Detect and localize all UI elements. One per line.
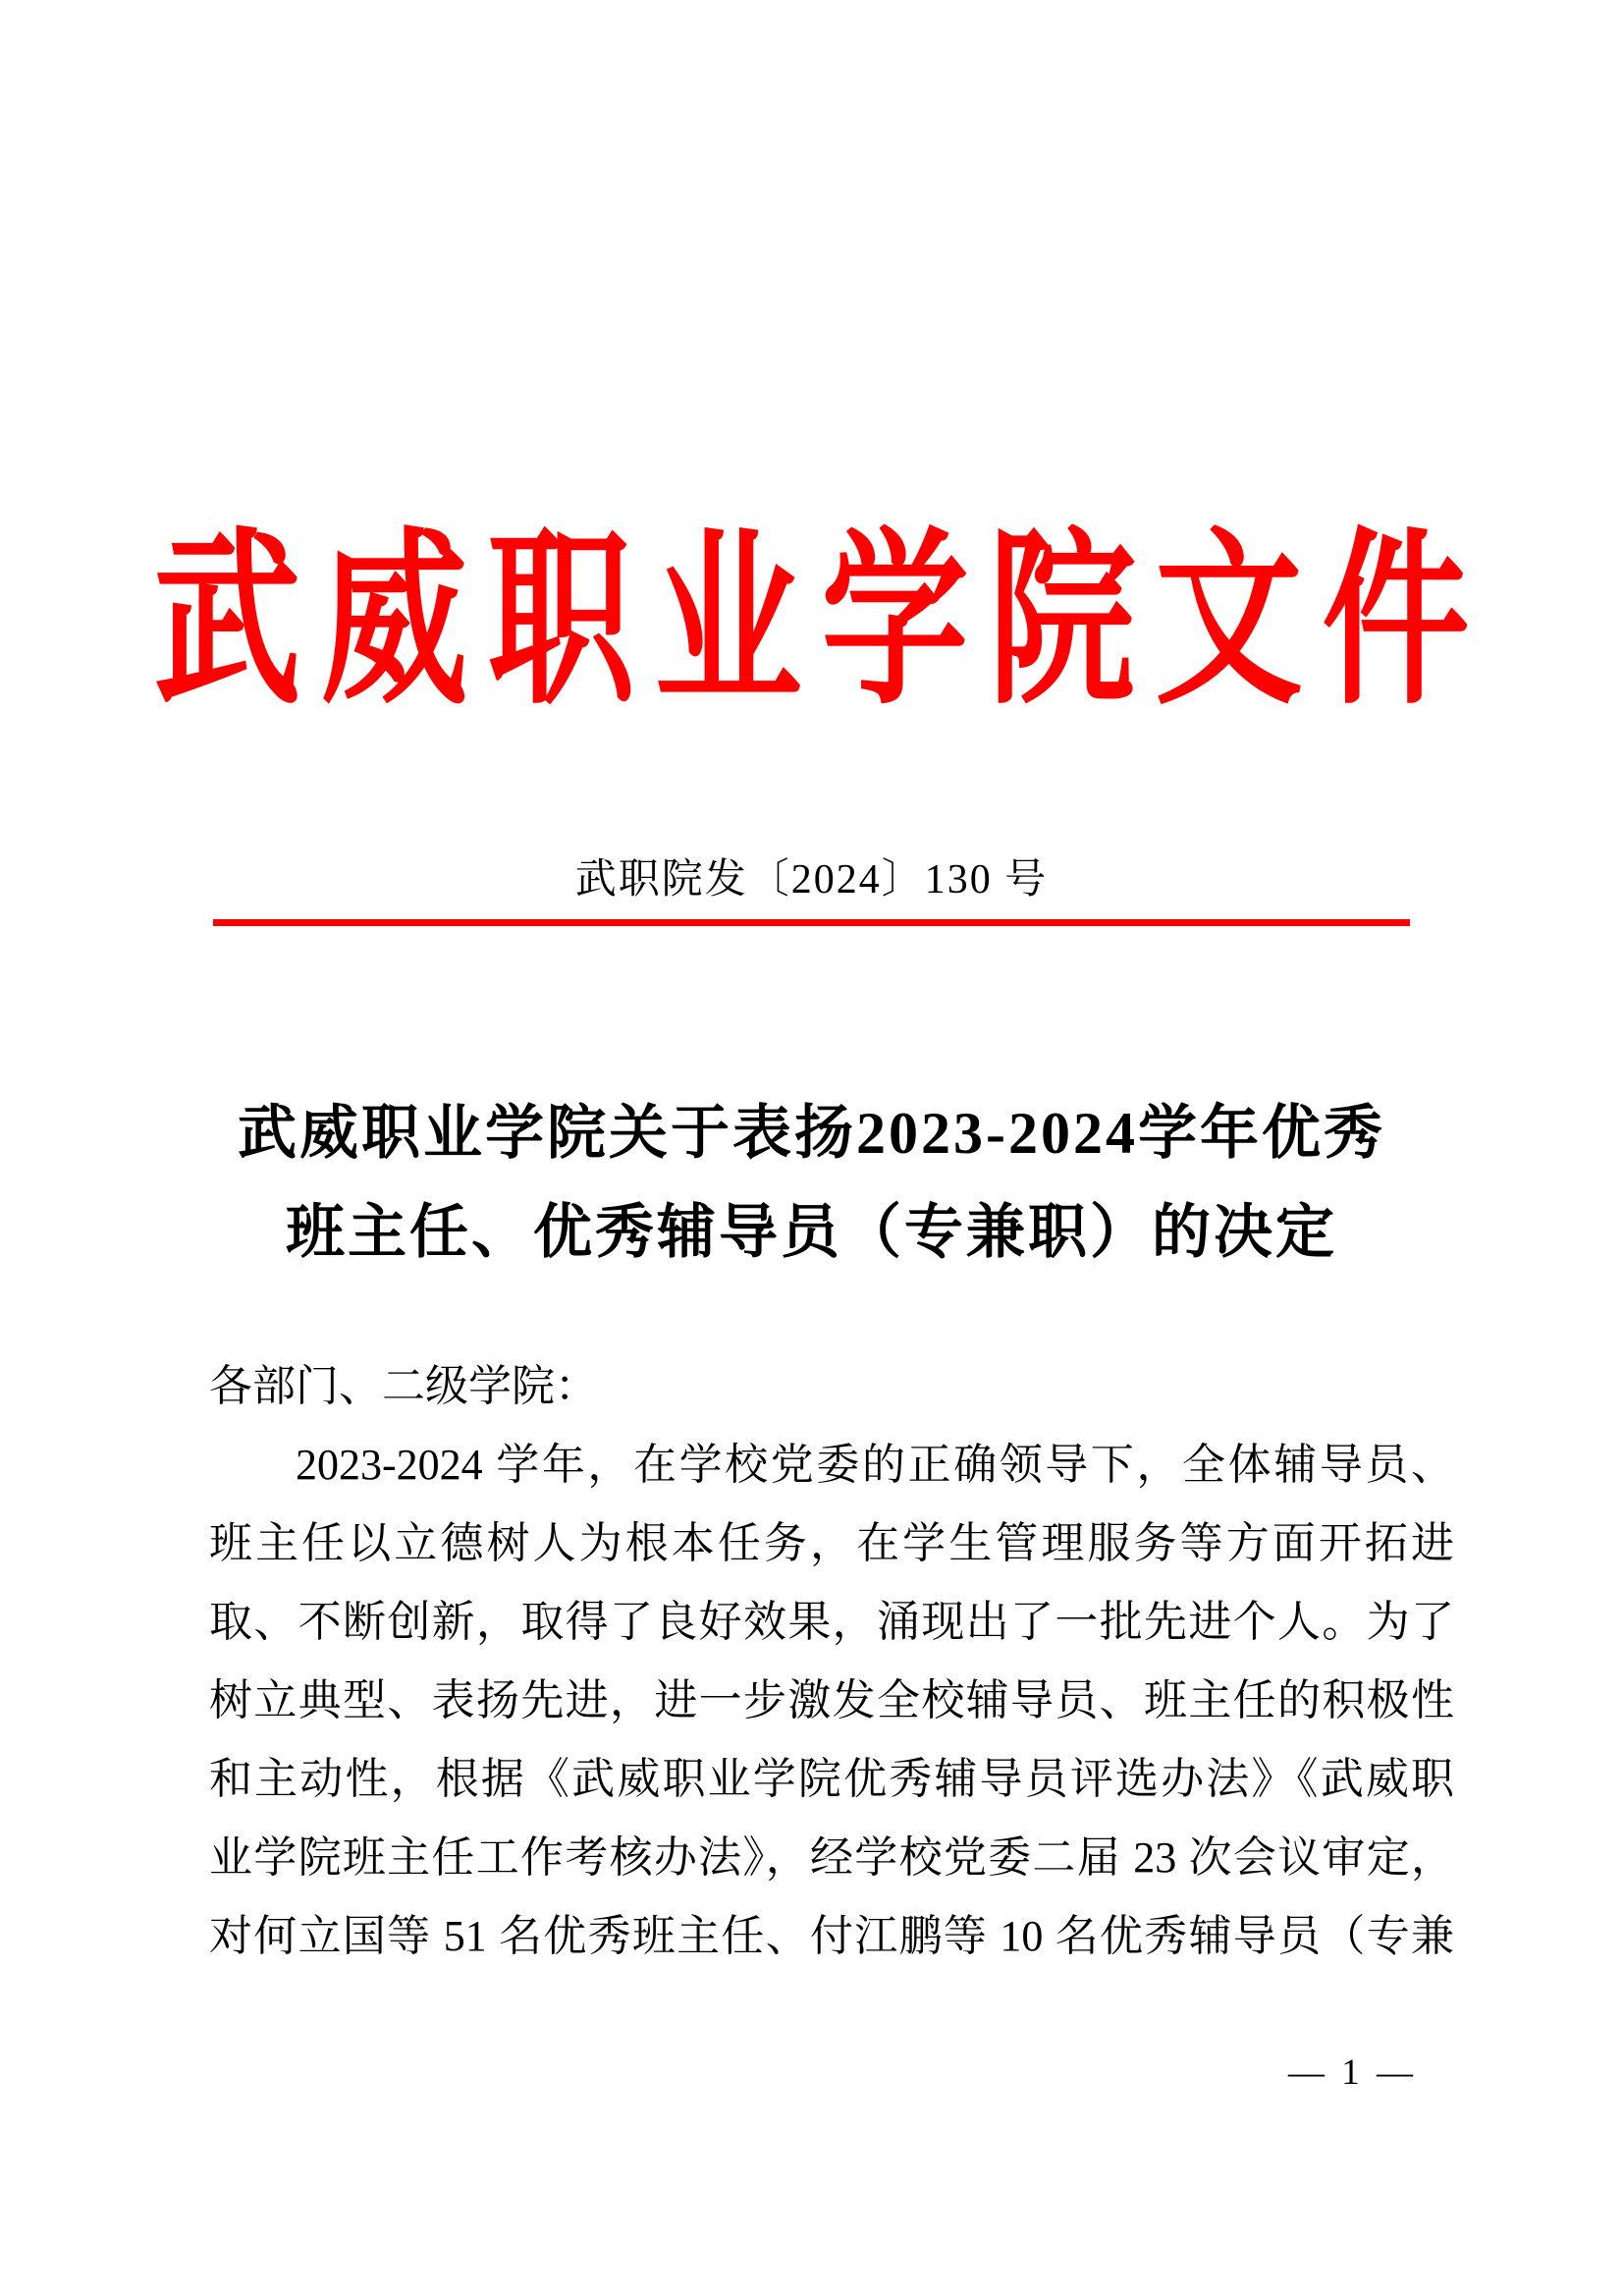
body-text-line: 2023-2024 学年，在学校党委的正确领导下，全体辅导员、 xyxy=(296,1441,1454,1489)
body-text-line: 班主任以立德树人为根本任务，在学生管理服务等方面开拓进 xyxy=(209,1519,1454,1567)
page-number: — 1 — xyxy=(1288,2052,1413,2093)
body-text-line: 业学院班主任工作考核办法》，经学校党委二届 23 次会议审定， xyxy=(209,1833,1454,1882)
letterhead-banner-container xyxy=(0,518,1623,728)
body-text-line: 取、不断创新，取得了良好效果，涌现出了一批先进个人。为了 xyxy=(209,1598,1454,1646)
document-title-line-1: 武威职业学院关于表扬2023-2024学年优秀 xyxy=(238,1101,1385,1166)
document-title xyxy=(118,1084,1505,1283)
document-title-line-2: 班主任、优秀辅导员（专兼职）的决定 xyxy=(286,1200,1337,1265)
letterhead-banner-title: 武威职业学院文件 xyxy=(153,518,1489,728)
body-text-line: 树立典型、表扬先进，进一步激发全校辅导员、班主任的积极性 xyxy=(209,1676,1454,1724)
salutation-line: 各部门、二级学院： xyxy=(209,1362,598,1410)
document-number: 武职院发〔2024〕130 号 xyxy=(574,857,1049,902)
document-body xyxy=(209,1347,1454,1976)
body-text-line: 和主动性，根据《武威职业学院优秀辅导员评选办法》《武威职 xyxy=(209,1755,1454,1803)
red-separator-rule xyxy=(213,919,1410,926)
body-text-line: 对何立国等 51 名优秀班主任、付江鹏等 10 名优秀辅导员（专兼 xyxy=(209,1912,1454,1960)
